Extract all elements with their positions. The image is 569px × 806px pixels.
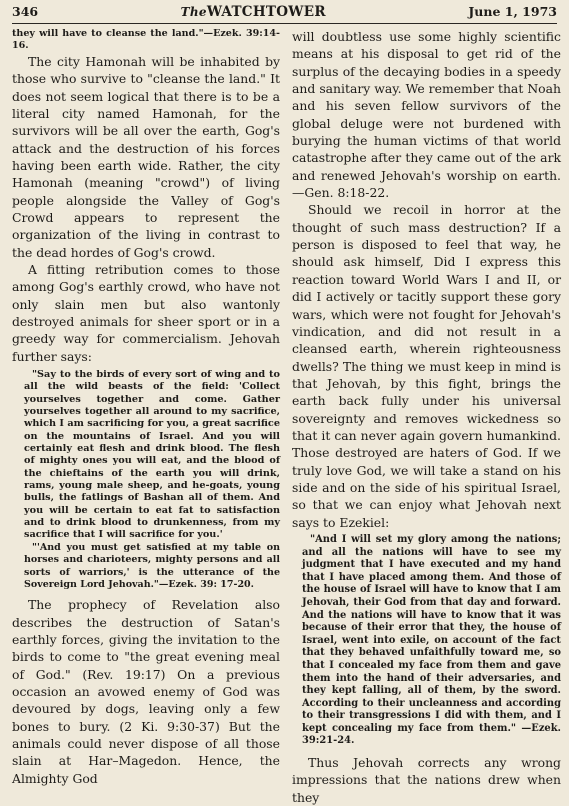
left-column bbox=[12, 28, 280, 787]
paragraph: Thus Jehovah corrects any wrong impressions that the nations drew when they bbox=[292, 755, 561, 805]
paragraph: Should we recoil in horror at the thought of such mass destruction? If a person is disposed to feel that way, he should ask himself, Did I express this reaction toward World Wars I and II, or did I actively or tacitly support these gory wars, which were not fought for Jehovah's vindication, and did not result in a cleansed earth, wherein righteousness dwells? The thing we must keep in mind is that Jehovah, by this fight, brings the earth back fully under his universal sovereignty and removes wickedness so that it can never again govern humankind. Those destroyed are haters of God. If we truly love God, we will take a stand on his side and on the side of his spiritual Israel, so that we can enjoy what Jehovah next says to Ezekiel: bbox=[292, 202, 561, 530]
right-column bbox=[292, 28, 561, 806]
masthead-prefix: The bbox=[180, 5, 207, 19]
issue-date: June 1, 1973 bbox=[468, 4, 557, 19]
paragraph: will doubtless use some highly scientific means at his disposal to get rid of the surplus of the decaying bodies in a speedy and sanitary way. We remember that Noah and his seven fellow survivors of the global deluge were not burdened with burying the human victims of that world catastrophe after they came out of the ark and renewed Jehovah's worship on earth.—Gen. 8:18-22. bbox=[292, 29, 561, 201]
scripture-quote bbox=[24, 369, 280, 591]
paragraph: The prophecy of Revelation also describes the destruction of Satan's earthly forces, giving the invitation to the birds to come to "the great evening meal of God." (Rev. 19:17) On a previous occasion an avowed enemy of God was devoured by dogs, leaving only a few bones to bury. (2 Ki. 9:30-37) But the animals could never dispose of all those slain at Har–Magedon. Hence, the Almighty God bbox=[12, 597, 280, 786]
paragraph: A fitting retribution comes to those among Gog's earthly crowd, who have not only slain men but also wantonly destroyed animals for sheer sport or in a greedy way for commercialism. Jehovah further says: bbox=[12, 261, 280, 364]
masthead bbox=[181, 4, 326, 20]
page-header bbox=[12, 4, 557, 22]
quote-paragraph: "'And you must get satisfied at my table on horses and charioteers, mighty persons and all sorts of warriors,' is the utterance of the Sovereign Lord Jehovah."—Ezek. 39: 17-20. bbox=[24, 541, 280, 590]
masthead-title: WATCHTOWER bbox=[206, 4, 326, 20]
quote-paragraph: "Say to the birds of every sort of wing and to all the wild beasts of the field: 'Collect yourselves together and come. Gather yourselves together all around to my sacrifice, which I am sacrificing for you, a great sacrifice on the mountains of Israel. And you will certainly eat flesh and drink blood. The flesh of mighty ones you will eat, and the blood of the chieftains of the earth you will drink, rams, young male sheep, and he-goats, young bulls, the fatlings of Bashan all of them. And you will be certain to eat fat to satisfaction and to drink blood to drunkenness, from my sacrifice that I will sacrifice for you.' bbox=[24, 369, 280, 541]
paragraph: they will have to cleanse the land."—Ezek. 39:14-16. bbox=[12, 28, 280, 52]
scripture-quote bbox=[302, 534, 561, 748]
page-number: 346 bbox=[12, 4, 39, 19]
quote-paragraph: "And I will set my glory among the nations; and all the nations will have to see my judgment that I have executed and my hand that I have placed among them. And those of the house of Israel will have to know that I am Jehovah, their God from that day and forward. And the nations will have to know that it was because of their error that they, the house of Israel, went into exile, on account of the fact that they behaved unfaithfully toward me, so that I concealed my face from them and gave them into the hand of their adversaries, and they kept falling, all of them, by the sword. According to their uncleanness and according to their transgressions I did with them, and I kept concealing my face from them." —Ezek. 39:21-24. bbox=[302, 533, 561, 747]
header-rule bbox=[12, 23, 557, 24]
paragraph: The city Hamonah will be inhabited by those who survive to "cleanse the land." It does not seem logical that there is to be a literal city named Hamonah, for the survivors will be all over the earth, Gog's attack and the destruction of his forces having been earth wide. Rather, the city Hamonah (meaning "crowd") of living people alongside the Valley of Gog's Crowd appears to represent the organization of the living in contrast to the dead hordes of Gog's crowd. bbox=[12, 53, 280, 260]
